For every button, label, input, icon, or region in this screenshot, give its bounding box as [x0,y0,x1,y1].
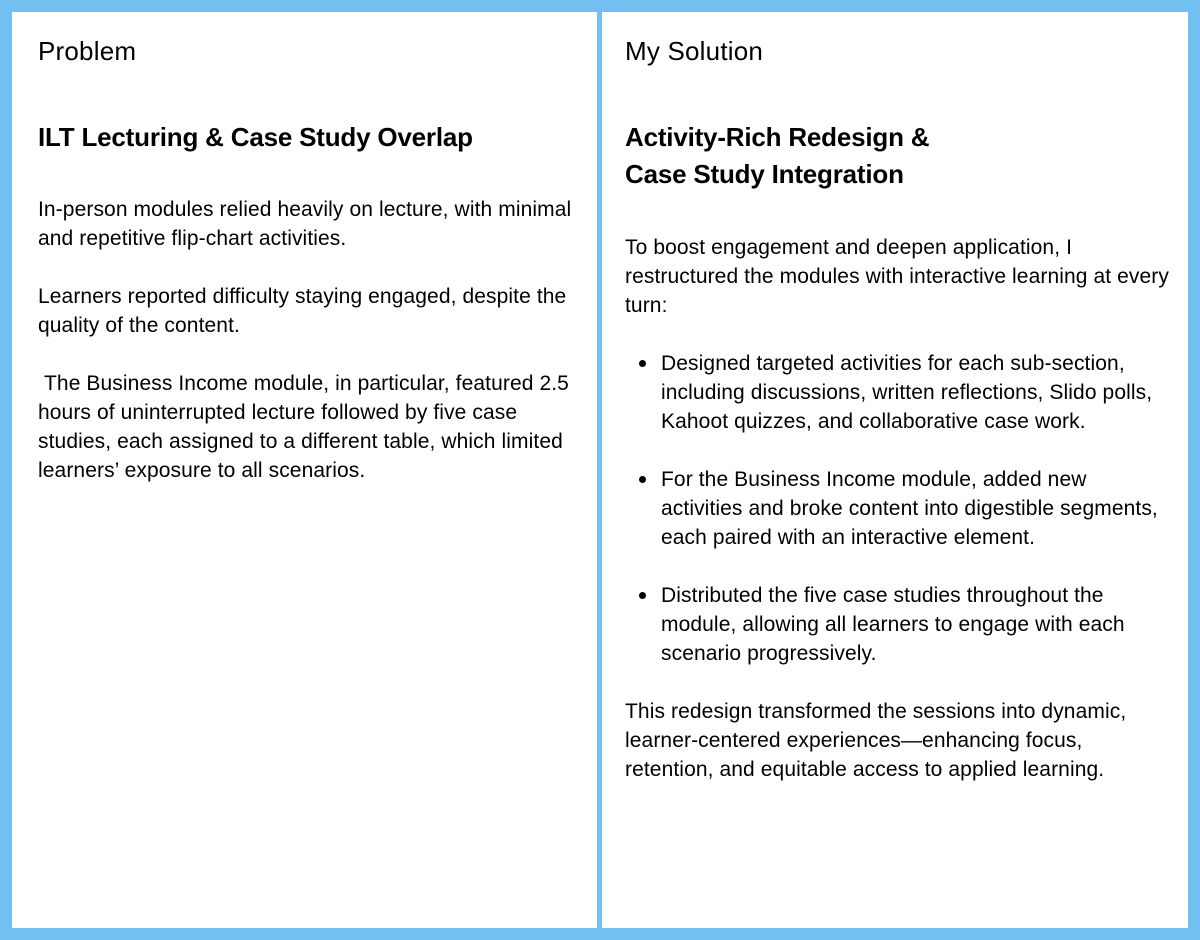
solution-panel [602,12,1188,928]
solution-heading [625,119,1170,193]
problem-paragraph: Learners reported difficulty staying engaged, despite the quality of the content. [38,285,567,337]
solution-intro: To boost engagement and deepen application, I restructured the modules with interactive learning at every turn: [625,236,1169,317]
bullet-icon [639,476,646,483]
bullet-icon [639,592,646,599]
problem-eyebrow: Problem [38,36,137,66]
solution-bullet-item [661,349,1170,436]
solution-bullet-text: For the Business Income module, added new activities and broke content into digestible segments, each paired with an interactive element. [661,468,1158,549]
solution-heading-line1: Activity-Rich Redesign & [625,122,930,152]
solution-body [625,233,1170,813]
solution-bullet-item [661,465,1170,552]
bullet-icon [639,360,646,367]
solution-conclusion: This redesign transformed the sessions into dynamic, learner-centered experiences—enhancing focus, retention, and equitable access to applied learning. [625,700,1127,781]
problem-heading: ILT Lecturing & Case Study Overlap [38,122,473,152]
problem-paragraph: The Business Income module, in particular, featured 2.5 hours of uninterrupted lecture followed by five case studies, each assigned to a different table, which limited learners’ exposure to all scenarios. [38,372,569,482]
problem-body [38,195,578,514]
problem-paragraph: In-person modules relied heavily on lecture, with minimal and repetitive flip-chart activities. [38,198,572,250]
solution-bullet-text: Designed targeted activities for each sub-section, including discussions, written reflections, Slido polls, Kahoot quizzes, and collaborative case work. [661,352,1153,433]
solution-bullet-list [625,349,1170,668]
solution-heading-line2: Case Study Integration [625,159,904,189]
solution-eyebrow: My Solution [625,36,764,66]
problem-panel [12,12,597,928]
solution-bullet-item [661,581,1170,668]
solution-bullet-text: Distributed the five case studies throughout the module, allowing all learners to engage with each scenario progressively. [661,584,1125,665]
